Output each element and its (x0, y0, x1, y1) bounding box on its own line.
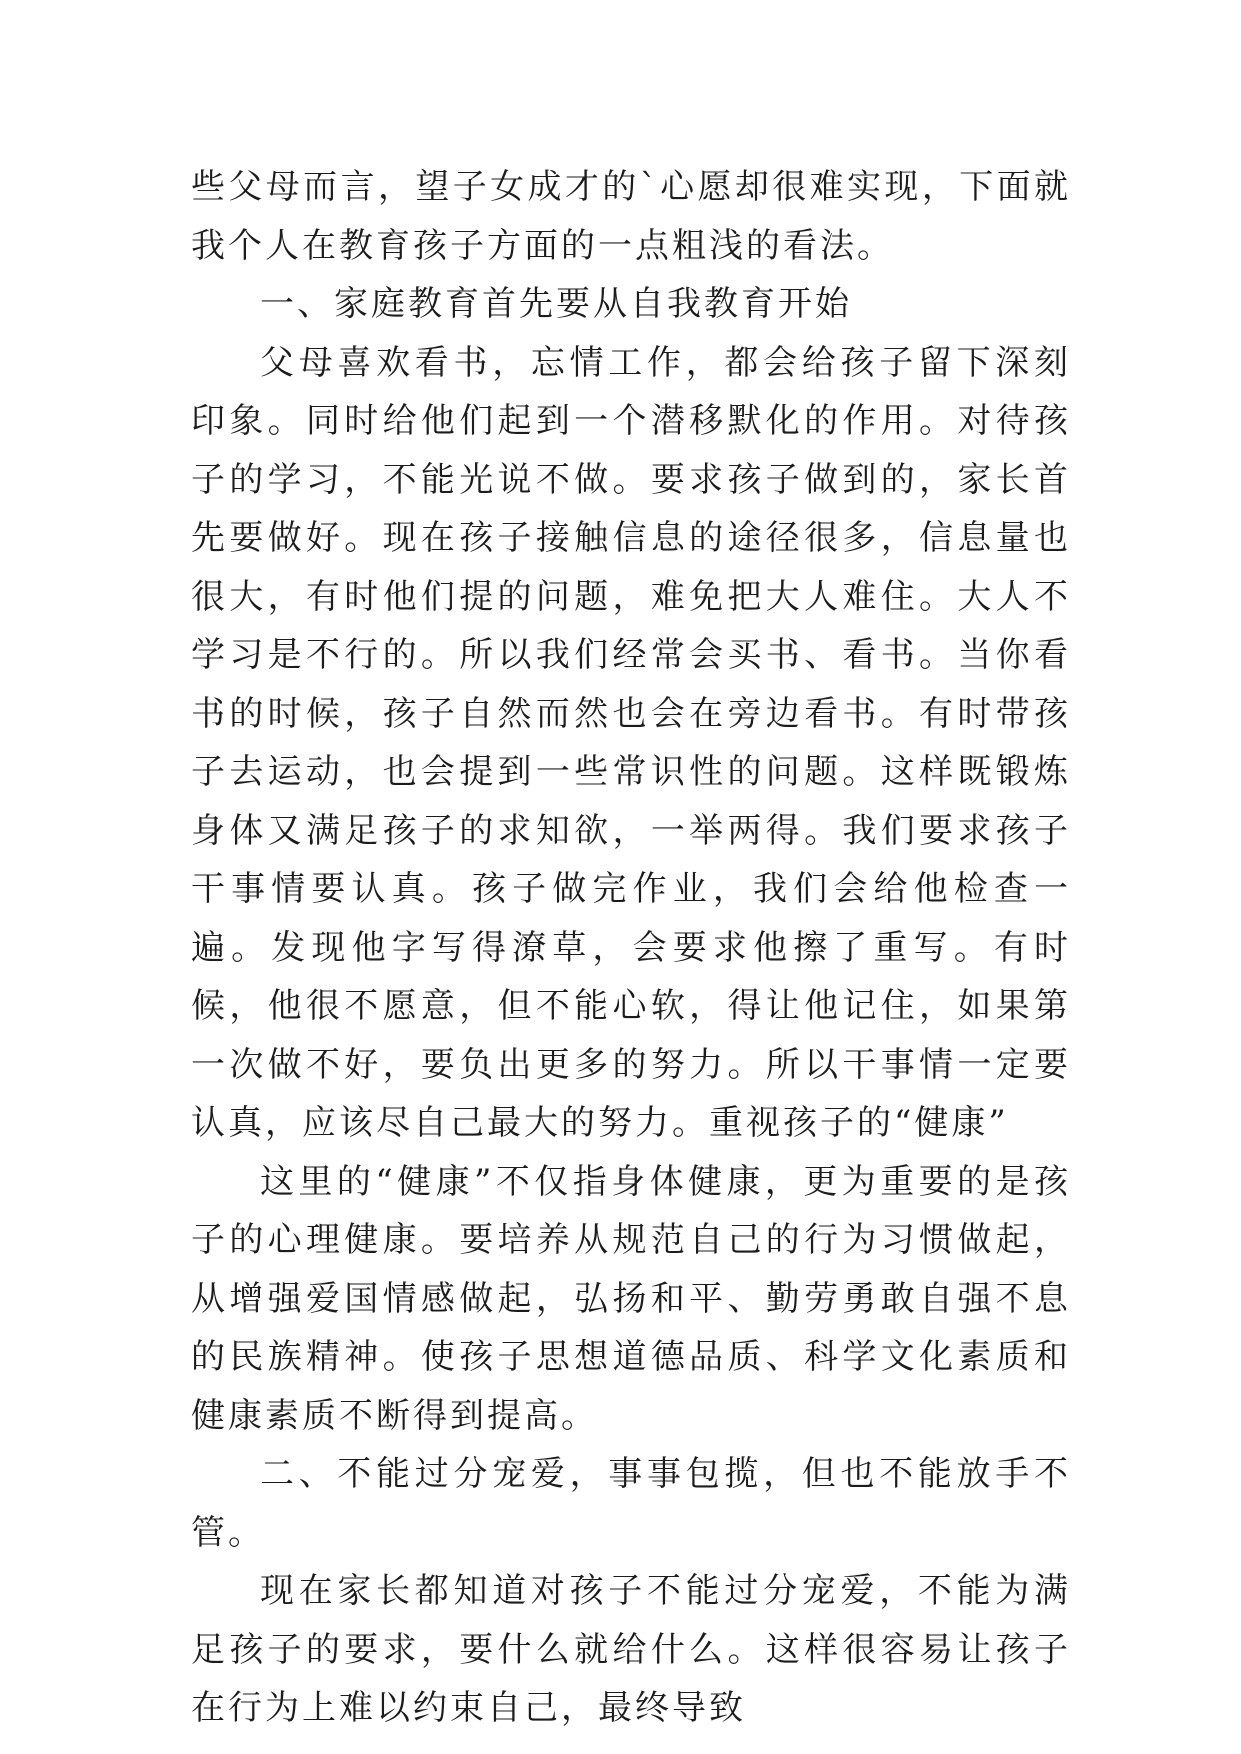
paragraph-4: 现在家长都知道对孩子不能过分宠爱，不能为满足孩子的要求，要什么就给什么。这样很容易让孩子在行为上难以约束自己，最终导致 (191, 1571, 1071, 1728)
paragraph-2: 父母喜欢看书，忘情工作，都会给孩子留下深刻印象。同时给他们起到一个潜移默化的作用。对待孩子的学习，不能光说不做。要求孩子做到的，家长首先要做好。现在孩子接触信息的途径很多，信息量也很大，有时他们提的问题，难免把大人难住。大人不学习是不行的。所以我们经常会买书、看书。当你看书的时候，孩子自然而然也会在旁边看书。有时带孩子去运动，也会提到一些常识性的问题。这样既锻炼身体又满足孩子的求知欲，一举两得。我们要求孩子干事情要认真。孩子做完作业，我们会给他检查一遍。发现他字写得潦草，会要求他擦了重写。有时候，他很不愿意，但不能心软，得让他记住，如果第一次做不好，要负出更多的努力。所以干事情一定要认真，应该尽自己最大的努力。重视孩子的“健康” (191, 342, 1071, 1143)
section-heading-2: 二、不能过分宠爱，事事包揽，但也不能放手不管。 (191, 1454, 1071, 1553)
paragraph-3: 这里的“健康”不仅指身体健康，更为重要的是孩子的心理健康。要培养从规范自己的行为习惯做起，从增强爱国情感做起，弘扬和平、勤劳勇敢自强不息的民族精神。使孩子思想道德品质、科学文化素质和健康素质不断得到提高。 (191, 1161, 1071, 1436)
section-heading-1: 一、家庭教育首先要从自我教育开始 (260, 284, 852, 324)
paragraph-1: 些父母而言，望子女成才的`心愿却很难实现，下面就我个人在教育孩子方面的一点粗浅的看法。 (191, 167, 1071, 266)
body-text (191, 158, 1071, 1738)
